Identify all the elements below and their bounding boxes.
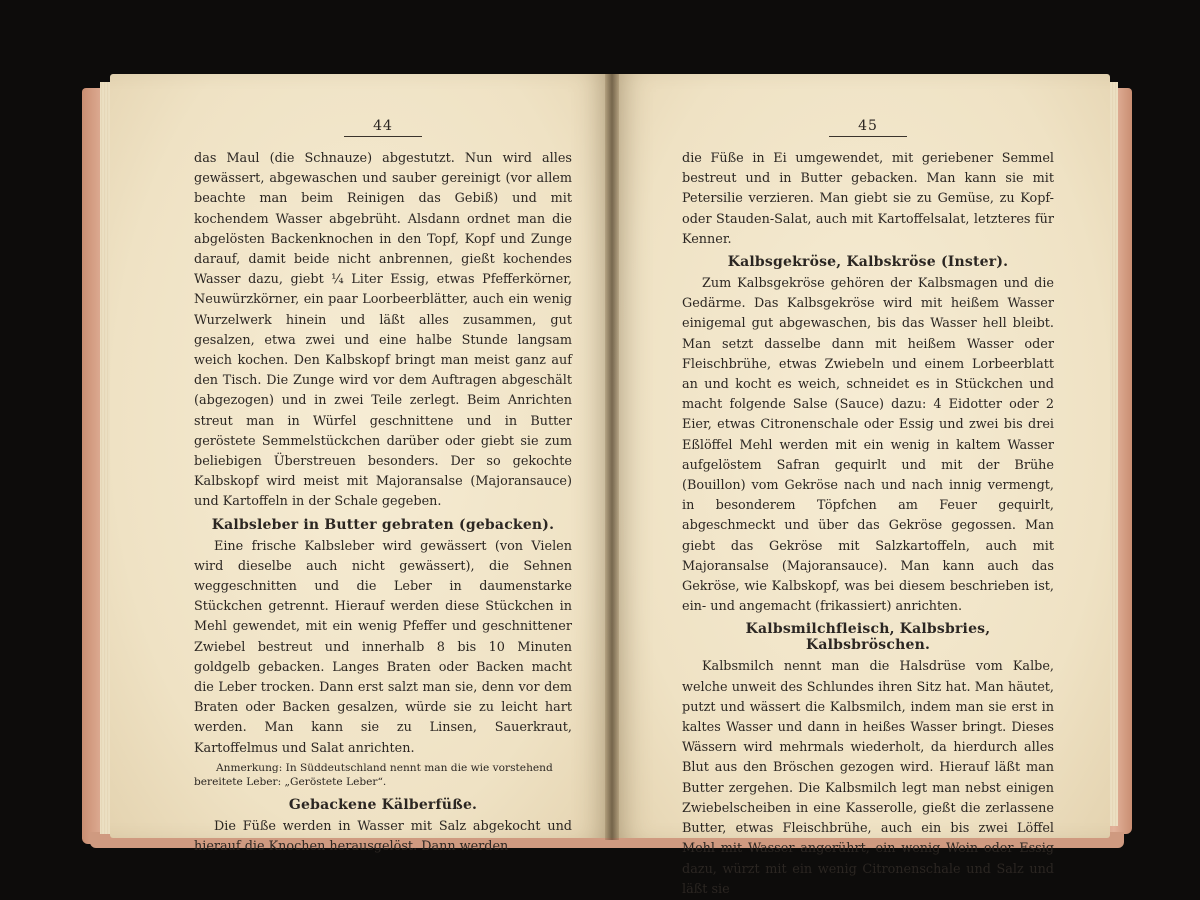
book-gutter [605,74,619,840]
recipe-heading-tripe: Kalbsgekröse, Kalbskröse (Inster). [727,254,1009,271]
right-page [612,74,1110,897]
page-number-rule [829,136,907,137]
paragraph-sweetbread: Kalbsmilch nennt man die Halsdrüse vom Kalbe, welche unweit des Schlundes ihren Sitz hat. Man häutet, putzt und wässert die Kalbsmilch, indem man sie erst in kaltes Wasser und dann in heißes Wasser bringt. Dieses Wässern wird mehrmals wiederholt, da hierdurch alles Blut aus den Bröschen gezogen wird. Hierauf läßt man Butter zergehen. Die Kalbsmilch legt man nebst einigen Zwiebelscheiben in eine Kasserolle, gießt die zerlassene Butter, etwas Fleischbrühe, auch ein bis zwei Löffel Mehl mit Wasser angerührt, ein wenig Wein oder Essig dazu, würzt mit ein wenig Citronenschale und Salz und läßt sie [682,659,1054,897]
left-page-text [194,149,572,857]
left-page [110,74,612,855]
page-number-rule [344,136,422,137]
paragraph-calf-feet: Die Füße werden in Wasser mit Salz abgekocht und hierauf die Knochen herausgelöst. Dann werden [194,818,572,855]
recipe-heading-calf-feet: Gebackene Kälberfüße. [288,796,478,813]
right-page-text [682,149,1054,900]
paragraph-calf-liver: Eine frische Kalbsleber wird gewässert (von Vielen wird dieselbe auch nicht gewässert), die Sehnen weggeschnitten und die Leber in daumenstarke Stückchen getrennt. Hierauf werden diese Stückchen in Mehl gewendet, mit ein wenig Pfeffer und geschnittener Zwiebel bestreut und innerhalb 8 bis 10 Minuten goldgelb gebacken. Langes Braten oder Backen macht die Leber trocken. Dann erst salzt man sie, denn vor dem Braten oder Backen gesalzen, würde sie zu leicht hart werden. Man kann sie zu Linsen, Sauerkraut, Kartoffelmus und Salat anrichten. [194,538,572,756]
paragraph-calf-head: das Maul (die Schnauze) abgestutzt. Nun wird alles gewässert, abgewaschen und sauber gereinigt (vor allem beachte man beim Reinigen das Gebiß) und mit kochendem Wasser abgebrüht. Alsdann ordnet man die abgelösten Backenknochen in den Topf, Kopf und Zunge darauf, damit beide nicht anbrennen, gießt kochendes Wasser dazu, giebt ¼ Liter Essig, etwas Pfefferkörner, Neuwürzkörner, ein paar Loorbeerblätter, auch ein wenig Wurzelwerk hinein und läßt alles zusammen, gut gesalzen, etwa zwei und eine halbe Stunde langsam weich kochen. Den Kalbskopf bringt man meist ganz auf den Tisch. Die Zunge wird vor dem Auftragen abgeschält (abgezogen) und in zwei Teile zerlegt. Beim Anrichten streut man in Würfel geschnittene und in Butter geröstete Semmelstückchen darüber oder giebt sie zum beliebigen Überstreuen besonders. Der so gekochte Kalbskopf wird meist mit Majoransalse (Majoransauce) und Kartoffeln in der Schale gegeben. [194,151,572,510]
paragraph-calf-feet-continued: die Füße in Ei umgewendet, mit geriebener Semmel bestreut und in Butter gebacken. Man kann sie mit Petersilie verzieren. Man giebt sie zu Gemüse, zu Kopf- oder Stauden-Salat, auch mit Kartoffelsalat, letzteres für Kenner. [682,151,1054,247]
recipe-heading-sweetbread: Kalbsmilchfleisch, Kalbsbries, Kalbsbröschen. [745,621,991,654]
page-number-left: 44 [373,118,393,134]
paragraph-tripe: Zum Kalbsgekröse gehören der Kalbsmagen und die Gedärme. Das Kalbsgekröse wird mit heißem Wasser einigemal gut abgewaschen, bis das Wasser hell bleibt. Man setzt dasselbe dann mit heißem Wasser oder Fleischbrühe, etwas Zwiebeln und einem Lorbeerblatt an und kocht es weich, schneidet es in Stückchen und macht folgende Salse (Sauce) dazu: 4 Eidotter oder 2 Eier, etwas Citronenschale oder Essig und zwei bis drei Eßlöffel Mehl werden mit ein wenig in kaltem Wasser aufgelöstem Safran gequirlt und mit der Brühe (Bouillon) vom Gekröse nach und nach innig vermengt, in besonderem Töpfchen am Feuer gequirlt, abgeschmeckt und über das Gekröse gegossen. Man giebt das Gekröse mit Salzkartoffeln, auch mit Majoransalse (Majoransauce). Man kann auch das Gekröse, wie Kalbskopf, was bei diesem beschrieben ist, ein- und angemacht (frikassiert) anrichten. [682,276,1054,615]
recipe-heading-calf-liver: Kalbsleber in Butter gebraten (gebacken). [211,516,555,533]
page-number-right: 45 [858,118,878,134]
note-roasted-liver: Anmerkung: In Süddeutschland nennt man die wie vorstehend bereitete Leber: „Geröstete Leber“. [194,761,553,788]
open-book [82,70,1132,897]
